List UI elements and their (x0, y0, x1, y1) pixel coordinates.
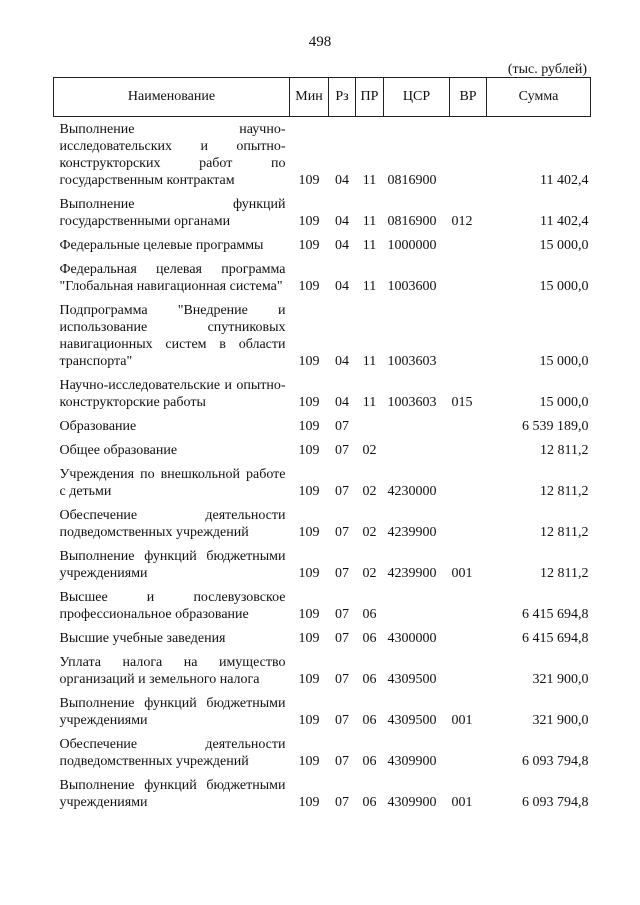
cell-min: 109 (298, 443, 320, 458)
cell-csr: 4239900 (387, 525, 437, 540)
cell-vr: 001 (451, 713, 473, 728)
cell-min: 109 (298, 525, 320, 540)
cell-name: Федеральная целевая программа "Глобальная навигационная система" (59, 262, 286, 294)
cell-vr: 001 (451, 795, 473, 810)
cell-name: Выполнение функций бюджетными учреждениями (59, 696, 286, 728)
header-csr: ЦСР (384, 78, 450, 117)
cell-pr: 02 (362, 443, 377, 458)
cell-csr: 4309500 (387, 672, 437, 687)
cell-sum: 6 539 189,0 (522, 419, 589, 434)
cell-name: Высшие учебные заведения (59, 631, 226, 646)
table-row (54, 688, 591, 729)
cell-min: 109 (298, 238, 320, 253)
table-row (54, 770, 591, 811)
cell-name: Выполнение научно-исследовательских и опытно-конструкторских работ по государственным контрактам (59, 122, 286, 188)
cell-min: 109 (298, 672, 320, 687)
cell-min: 109 (298, 279, 320, 294)
cell-min: 109 (298, 631, 320, 646)
cell-sum: 15 000,0 (539, 354, 589, 369)
cell-vr (450, 230, 487, 254)
cell-vr: 015 (451, 395, 473, 410)
cell-name: Обеспечение деятельности подведомственных учреждений (59, 508, 286, 540)
cell-rz: 07 (335, 419, 349, 434)
cell-pr: 02 (362, 525, 377, 540)
cell-pr: 06 (362, 713, 377, 728)
cell-vr (450, 295, 487, 370)
table-row (54, 189, 591, 230)
table-row (54, 647, 591, 688)
cell-csr: 4239900 (387, 566, 437, 581)
units-label: (тыс. рублей) (507, 62, 587, 77)
page-number: 498 (308, 34, 332, 50)
cell-rz: 04 (335, 214, 349, 229)
cell-vr: 012 (451, 214, 473, 229)
cell-pr: 11 (362, 214, 377, 229)
cell-vr (450, 435, 487, 459)
cell-min: 109 (298, 754, 320, 769)
cell-vr: 001 (451, 566, 473, 581)
cell-rz: 07 (335, 607, 349, 622)
cell-pr: 06 (362, 631, 377, 646)
cell-pr: 11 (362, 238, 377, 253)
cell-name: Федеральные целевые программы (59, 238, 264, 253)
cell-rz: 04 (335, 354, 349, 369)
cell-csr (384, 582, 450, 623)
cell-sum: 15 000,0 (539, 279, 589, 294)
cell-csr: 1003603 (387, 395, 437, 410)
cell-vr (450, 459, 487, 500)
budget-table (53, 77, 591, 811)
cell-csr: 1003603 (387, 354, 437, 369)
cell-csr (384, 435, 450, 459)
cell-rz: 04 (335, 395, 349, 410)
cell-rz: 07 (335, 484, 349, 499)
cell-csr: 4309500 (387, 713, 437, 728)
cell-sum: 11 402,4 (540, 173, 589, 188)
header-pr: ПР (356, 78, 384, 117)
cell-rz: 04 (335, 238, 349, 253)
cell-name: Подпрограмма "Внедрение и использование спутниковых навигационных систем в области транспорта" (59, 303, 286, 369)
cell-csr: 4309900 (387, 754, 437, 769)
cell-rz: 07 (335, 443, 349, 458)
cell-vr (450, 623, 487, 647)
cell-pr: 11 (362, 279, 377, 294)
cell-pr: 06 (362, 607, 377, 622)
table-row (54, 459, 591, 500)
cell-sum: 15 000,0 (539, 238, 589, 253)
table-row (54, 295, 591, 370)
cell-csr: 4300000 (387, 631, 437, 646)
cell-name: Выполнение функций бюджетными учреждениями (59, 549, 286, 581)
table-row (54, 230, 591, 254)
cell-rz: 07 (335, 713, 349, 728)
cell-vr (450, 500, 487, 541)
cell-min: 109 (298, 484, 320, 499)
cell-csr: 1003600 (387, 279, 437, 294)
table-body (54, 117, 591, 812)
cell-sum: 321 900,0 (532, 672, 589, 687)
cell-pr (356, 411, 384, 435)
cell-rz: 07 (335, 525, 349, 540)
cell-sum: 12 811,2 (540, 484, 589, 499)
table-row (54, 117, 591, 190)
table-row (54, 435, 591, 459)
cell-sum: 12 811,2 (540, 566, 589, 581)
cell-csr: 4309900 (387, 795, 437, 810)
table-row (54, 411, 591, 435)
cell-csr: 0816900 (387, 214, 437, 229)
cell-min: 109 (298, 713, 320, 728)
cell-pr: 06 (362, 754, 377, 769)
cell-sum: 12 811,2 (540, 443, 589, 458)
cell-vr (450, 647, 487, 688)
cell-vr (450, 729, 487, 770)
cell-sum: 321 900,0 (532, 713, 589, 728)
cell-csr: 0816900 (387, 173, 437, 188)
cell-sum: 11 402,4 (540, 214, 589, 229)
cell-pr: 02 (362, 484, 377, 499)
cell-name: Обеспечение деятельности подведомственных учреждений (59, 737, 286, 769)
cell-rz: 07 (335, 631, 349, 646)
cell-min: 109 (298, 607, 320, 622)
cell-min: 109 (298, 419, 320, 434)
cell-name: Высшее и послевузовское профессиональное образование (59, 590, 286, 622)
cell-min: 109 (298, 566, 320, 581)
cell-pr: 11 (362, 395, 377, 410)
cell-min: 109 (298, 795, 320, 810)
cell-pr: 06 (362, 672, 377, 687)
cell-name: Образование (59, 419, 137, 434)
cell-min: 109 (298, 395, 320, 410)
cell-min: 109 (298, 354, 320, 369)
cell-sum: 6 415 694,8 (522, 631, 589, 646)
table-row (54, 729, 591, 770)
cell-sum: 6 093 794,8 (522, 795, 589, 810)
cell-rz: 07 (335, 672, 349, 687)
cell-vr (450, 411, 487, 435)
table-header (54, 78, 591, 117)
cell-name: Выполнение функций государственными органами (59, 197, 286, 229)
cell-pr: 11 (362, 173, 377, 188)
cell-csr (384, 411, 450, 435)
cell-min: 109 (298, 214, 320, 229)
header-rz: Рз (329, 78, 356, 117)
cell-name: Учреждения по внешкольной работе с детьми (59, 467, 286, 499)
cell-sum: 15 000,0 (539, 395, 589, 410)
cell-csr: 1000000 (387, 238, 437, 253)
header-vr: ВР (450, 78, 487, 117)
cell-sum: 12 811,2 (540, 525, 589, 540)
cell-name: Выполнение функций бюджетными учреждениями (59, 778, 286, 810)
cell-pr: 11 (362, 354, 377, 369)
cell-vr (450, 117, 487, 190)
header-sum: Сумма (487, 78, 591, 117)
cell-pr: 06 (362, 795, 377, 810)
cell-rz: 04 (335, 279, 349, 294)
cell-sum: 6 415 694,8 (522, 607, 589, 622)
cell-name: Научно-исследовательские и опытно-конструкторские работы (59, 378, 286, 410)
header-name: Наименование (54, 78, 290, 117)
cell-min: 109 (298, 173, 320, 188)
cell-rz: 04 (335, 173, 349, 188)
cell-sum: 6 093 794,8 (522, 754, 589, 769)
cell-rz: 07 (335, 795, 349, 810)
cell-pr: 02 (362, 566, 377, 581)
cell-rz: 07 (335, 566, 349, 581)
table-row (54, 623, 591, 647)
cell-vr (450, 582, 487, 623)
cell-vr (450, 254, 487, 295)
table-row (54, 370, 591, 411)
cell-name: Общее образование (59, 443, 178, 458)
table-row (54, 254, 591, 295)
table-row (54, 582, 591, 623)
header-min: Мин (290, 78, 329, 117)
cell-csr: 4230000 (387, 484, 437, 499)
table-row (54, 500, 591, 541)
cell-name: Уплата налога на имущество организаций и земельного налога (59, 655, 286, 687)
cell-rz: 07 (335, 754, 349, 769)
table-row (54, 541, 591, 582)
